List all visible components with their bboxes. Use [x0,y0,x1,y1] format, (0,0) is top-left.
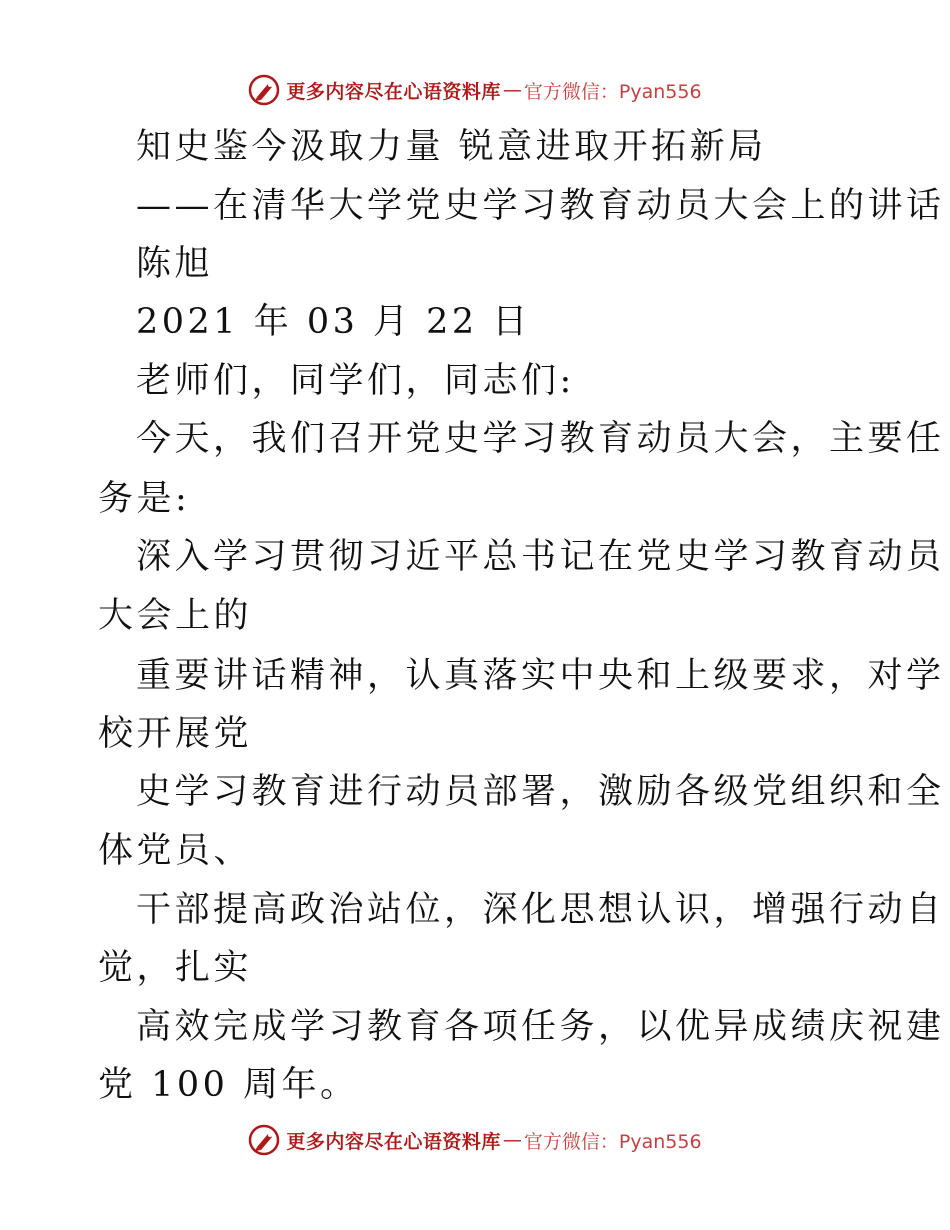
document-date: 2021 年 03 月 22 日 [136,302,531,342]
pen-logo-icon [248,74,280,106]
watermark-dash: — [502,79,522,101]
document-subtitle: ——在清华大学党史学习教育动员大会上的讲话 [136,186,945,226]
paragraph-line: 干部提高政治站位，深化思想认识，增强行动自 [136,890,945,930]
watermark-main-text: 更多内容尽在心语资料库 [286,80,501,103]
pen-logo-icon [248,1124,280,1156]
paragraph-line: 觉，扎实 [98,948,253,988]
paragraph-line: 务是: [98,479,191,519]
paragraph-line: 大会上的 [98,596,253,636]
watermark-dash: — [502,1129,522,1151]
header-watermark [0,70,950,110]
watermark-contact-text: 官方微信：Pyan556 [523,80,702,103]
paragraph-line: 校开展党 [98,714,253,754]
paragraph-line: 体党员、 [98,831,253,871]
paragraph-line: 高效完成学习教育各项任务，以优异成绩庆祝建 [136,1007,945,1047]
paragraph-line: 深入学习贯彻习近平总书记在党史学习教育动员 [136,537,945,577]
watermark-contact-text: 官方微信：Pyan556 [523,1130,702,1153]
paragraph-line: 史学习教育进行动员部署，激励各级党组织和全 [136,772,945,812]
document-title: 知史鉴今汲取力量 锐意进取开拓新局 [136,127,767,167]
footer-watermark [0,1120,950,1160]
paragraph-line: 党 100 周年。 [98,1065,359,1105]
paragraph-line: 今天，我们召开党史学习教育动员大会，主要任 [136,419,945,459]
document-salutation: 老师们，同学们，同志们: [136,361,575,401]
document-author: 陈旭 [136,244,214,284]
paragraph-line: 重要讲话精神，认真落实中央和上级要求，对学 [136,656,945,696]
watermark-main-text: 更多内容尽在心语资料库 [286,1130,501,1153]
